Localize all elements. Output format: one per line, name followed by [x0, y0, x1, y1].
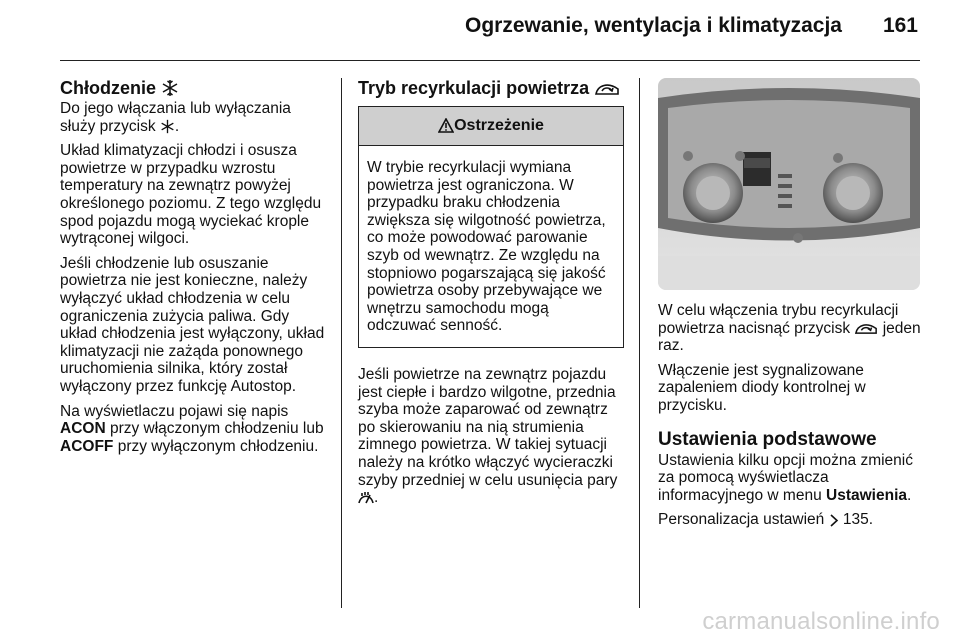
warning-title: Ostrzeżenie	[454, 117, 544, 134]
settings-p2: Włączenie jest sygnalizowane zapaleniem diody kontrolnej w przycisku.	[658, 361, 866, 414]
header-title: Ogrzewanie, wentylacja i klimatyzacja	[464, 14, 842, 37]
settings-p1	[658, 302, 926, 355]
acoff-label: ACOFF	[60, 437, 114, 455]
cooling-p1	[60, 100, 330, 135]
settings-menu-label: Ustawienia	[826, 486, 907, 504]
warning-triangle-icon	[438, 118, 454, 133]
settings-p1-b: jeden raz.	[658, 319, 921, 355]
column-divider-1	[341, 78, 342, 608]
cooling-p2: Układ klimatyzacji chłodzi i osusza powietrze w przypadku wzrostu temperatury na zewnątrz powyżej określonego poziomu. Z tego względu spod pojazdu mogą wyciekać krople wytrąconej wilgoci.	[60, 142, 322, 248]
settings-p4-a: Personalizacja ustawień	[658, 511, 825, 529]
recirculation-icon	[594, 81, 620, 97]
settings-p3-c: .	[907, 486, 912, 504]
recirculation-heading	[358, 78, 624, 98]
snowflake-icon	[161, 79, 179, 97]
warning-box	[358, 106, 624, 348]
acon-label: ACON	[60, 420, 106, 438]
settings-p3-a: Ustawienia kilku opcji można zmienić za pomocą wyświetlacza informacyjnego w menu	[658, 451, 913, 504]
cooling-p4-e: przy wyłączonym chłodzeniu.	[117, 437, 319, 455]
warning-text: W trybie recyrkulacji wymiana powietrza jest ograniczona. W przypadku braku chłodzenia zwiększa się wilgotność powietrza, co może powodować parowanie szyb od wewnątrz. Ze względu na stopniowo pogarszającą się jakość powietrza osoby przebywające we wnętrzu samochodu mogą odczuwać senność.	[367, 159, 606, 335]
climate-panel-image	[658, 78, 920, 290]
settings-p4-page[interactable]: 135.	[842, 511, 874, 529]
header-rule	[60, 60, 920, 61]
recirculation-p1-end: .	[374, 489, 379, 507]
cooling-p3: Jeśli chłodzenie lub osuszanie powietrza nie jest konieczne, należy wyłączyć układ chłodzenia w celu ograniczenia zużycia paliwa. Gdy układ chłodzenia jest wyłączony, układ klimatyzacji nie zażąda ponownego uruchomienia silnika, który został wyłączony przez funkcję Autostop.	[60, 254, 325, 395]
settings-p4	[658, 511, 926, 529]
column-cooling	[60, 78, 330, 462]
page-reference-arrow-icon	[829, 514, 839, 527]
basic-settings-heading: Ustawienia podstawowe	[658, 428, 877, 450]
page-header	[60, 14, 918, 44]
climate-panel-photo	[658, 78, 920, 290]
cooling-heading-text: Chłodzenie	[60, 78, 157, 98]
settings-p1-a: W celu włączenia trybu recyrkulacji powietrza nacisnąć przycisk	[658, 302, 899, 337]
cooling-p4-c: przy włączonym chłodzeniu lub	[109, 420, 324, 438]
recirculation-p1	[358, 366, 624, 507]
windscreen-wiper-icon	[358, 491, 374, 505]
column-recirculation	[358, 78, 624, 514]
cooling-heading	[60, 78, 330, 98]
column-divider-2	[639, 78, 640, 608]
page-number: 161	[882, 14, 918, 37]
recirculation-p1-text: Jeśli powietrze na zewnątrz pojazdu jest ciepłe i bardzo wilgotne, przednia szyba może zaparować od zewnątrz po skierowaniu na nią strumienia zimnego powietrza. W takiej sytuacji należy na krótko włączyć wycieraczki szyby przedniej w celu usunięcia pary	[358, 365, 618, 489]
cooling-p4-a: Na wyświetlaczu pojawi się napis	[60, 402, 289, 420]
watermark: carmanualsonline.info	[702, 608, 940, 635]
recirculation-heading-text: Tryb recyrkulacji powietrza	[358, 78, 590, 98]
warning-header	[359, 107, 623, 146]
recirculation-icon	[854, 321, 878, 336]
cooling-p1-text: Do jego włączania lub wyłączania służy przycisk	[60, 100, 291, 135]
column-settings	[658, 78, 926, 536]
cooling-p1-end: .	[174, 117, 180, 135]
settings-p3	[658, 452, 926, 505]
cooling-p4	[60, 403, 330, 456]
snowflake-icon	[160, 119, 175, 134]
